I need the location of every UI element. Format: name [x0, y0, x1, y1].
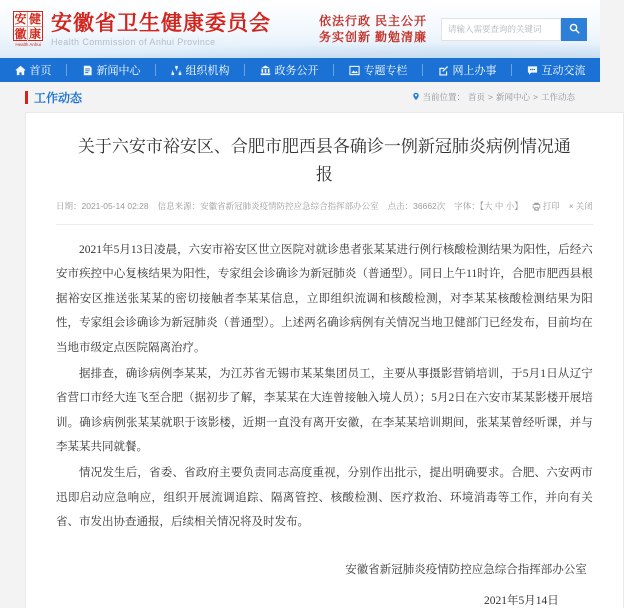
seal-char: 徽: [14, 26, 27, 41]
breadcrumb-prefix: 当前位置：: [422, 92, 466, 102]
slogan-line-2: 务实创新 勤勉清廉: [318, 30, 427, 44]
nav-separator: [422, 64, 423, 76]
logo-caption: Health Anhui: [15, 41, 41, 48]
nav-label: 组织机构: [185, 65, 230, 77]
seal-char: 康: [28, 26, 41, 41]
breadcrumb-separator: >: [533, 92, 538, 102]
slogan-line-1: 依法行政 民主公开: [318, 14, 427, 28]
breadcrumb: [412, 91, 576, 103]
section-bar: [0, 82, 600, 112]
nav-separator: [511, 64, 512, 76]
building-icon: [260, 65, 271, 76]
org-name-en: Health Commission of Anhui Province: [51, 36, 216, 47]
seal-char: 健: [28, 11, 41, 26]
location-pin-icon: [412, 92, 420, 103]
meta-source: 信息来源：安徽省新冠肺炎疫情防控应急综合指挥部办公室: [157, 201, 379, 212]
edit-icon: [438, 65, 449, 76]
nav-item-interaction[interactable]: [521, 58, 592, 82]
topics-icon: [349, 65, 360, 76]
nav-label: 专题专栏: [363, 65, 408, 77]
breadcrumb-home[interactable]: 首页: [468, 92, 486, 102]
article-paragraph: 据排查，确诊病例李某某，为江苏省无锡市某某集团员工，主要从事摄影营销培训，于5月1日从辽宁省营口市经大连飞至合肥（据初步了解，李某某在大连曾接触入境人员）；5月2日在六安市某某影楼开展培训。确诊病例张某某就职于该影楼，近期一直没有离开安徽，在李某某培训期间，张某某曾经听课，并与李某某共同就餐。: [56, 367, 593, 454]
seal-logo-icon: [13, 11, 43, 41]
nav-item-gov-affairs[interactable]: [254, 58, 325, 82]
section-accent-bar: [25, 91, 28, 104]
article-meta: [56, 200, 593, 212]
breadcrumb-news-center[interactable]: 新闻中心: [496, 92, 531, 102]
nav-item-home[interactable]: [9, 58, 58, 82]
content-area: [0, 112, 600, 608]
breadcrumb-current: 工作动态: [540, 92, 575, 102]
home-icon: [15, 65, 26, 76]
article-paragraph: 2021年5月13日凌晨，六安市裕安区世立医院对就诊患者张某某进行例行核酸检测结果为阳性，后经六安市疾控中心复核结果为阳性，专家组会诊确诊为新冠肺炎（普通型）。同日上午11时许，合肥市肥西县根据裕安区推送张某某的密切接触者李某某信息，立即组织流调和核酸检测，对李某某核酸检测结果为阳性，专家组会诊确诊为新冠肺炎（普通型）。上述两名确诊病例有关情况当地卫健部门已经发布，目前均在当地市级定点医院隔离治疗。: [56, 244, 593, 354]
seal-char: 安: [14, 11, 27, 26]
search-input[interactable]: [441, 18, 561, 41]
article-sign-date: 2021年5月14日: [484, 594, 559, 607]
nav-label: 新闻中心: [96, 65, 141, 77]
printer-icon: [532, 202, 541, 211]
org-name-cn: 安徽省卫生健康委员会: [51, 11, 271, 35]
nav-separator: [155, 64, 156, 76]
news-icon: [82, 65, 93, 76]
meta-hits: 点击：36662次: [387, 201, 446, 212]
article-title: 关于六安市裕安区、合肥市肥西县各确诊一例新冠肺炎病例情况通报: [77, 137, 571, 185]
article-signature: 安徽省新冠肺炎疫情防控应急综合指挥部办公室: [345, 563, 587, 576]
meta-date: 日期：2021-05-14 02:28: [56, 201, 149, 212]
meta-font-size-switcher[interactable]: 字体：【大 中 小】: [454, 201, 523, 212]
site-header: [0, 0, 600, 58]
article-body: [56, 238, 593, 535]
org-names: [51, 12, 271, 47]
search-box: [441, 18, 587, 41]
nav-separator: [66, 64, 67, 76]
close-button[interactable]: [569, 200, 593, 212]
breadcrumb-separator: >: [488, 92, 493, 102]
nav-separator: [333, 64, 334, 76]
header-slogan: [319, 13, 427, 45]
close-label: 关闭: [575, 201, 593, 212]
section-title: [25, 89, 82, 106]
nav-label: 首页: [29, 65, 52, 77]
article-paragraph: 情况发生后，省委、省政府主要负责同志高度重视，分别作出批示，提出明确要求。合肥、六安两市迅即启动应急响应，组织开展流调追踪、隔离管控、核酸检测、医疗救治、环境消毒等工作，并向有关省、市发出协查通报，后续相关情况将及时发布。: [56, 467, 593, 529]
site-logo[interactable]: [13, 11, 43, 48]
nav-item-online-services[interactable]: [432, 58, 503, 82]
meta-divider: [56, 224, 593, 225]
nav-separator: [244, 64, 245, 76]
nav-item-topics[interactable]: [343, 58, 414, 82]
nav-label: 互动交流: [541, 65, 586, 77]
section-label: 工作动态: [34, 90, 83, 105]
org-chart-icon: [171, 65, 182, 76]
chat-icon: [527, 65, 538, 76]
search-icon: [569, 22, 580, 37]
article-card: [25, 112, 624, 608]
print-button[interactable]: [532, 200, 560, 212]
print-label: 打印: [542, 201, 560, 212]
nav-label: 政务公开: [274, 65, 319, 77]
nav-label: 网上办事: [452, 65, 497, 77]
nav-item-news[interactable]: [76, 58, 147, 82]
main-nav: [0, 58, 600, 82]
close-icon: ×: [568, 201, 574, 212]
search-button[interactable]: [561, 18, 587, 41]
nav-item-organization[interactable]: [165, 58, 236, 82]
